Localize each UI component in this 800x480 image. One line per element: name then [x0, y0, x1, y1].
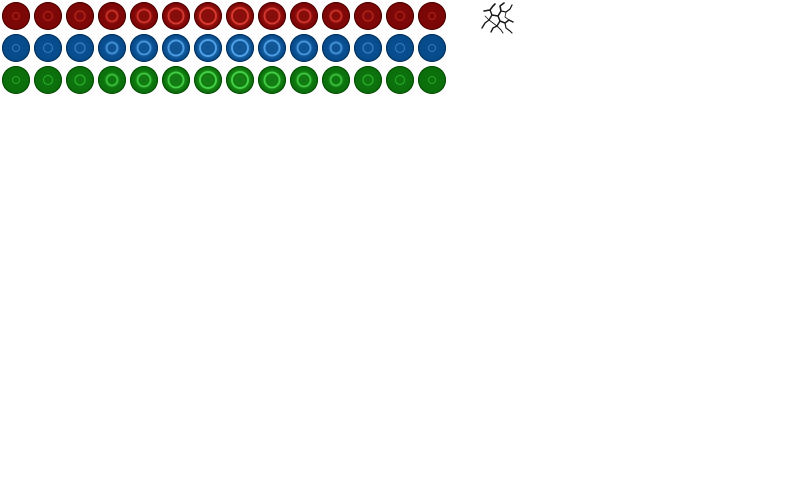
green-orb-frame: [418, 66, 446, 94]
green-orb-core: [142, 78, 147, 83]
green-orb-core: [366, 78, 370, 82]
blue-orb-core: [334, 46, 339, 51]
red-orb-frame: [2, 2, 30, 30]
blue-orb-frame: [2, 34, 30, 62]
green-orb-frame: [258, 66, 286, 94]
blue-orb-core: [46, 46, 50, 50]
blue-orb-frame: [418, 34, 446, 62]
red-orb-frame: [66, 2, 94, 30]
green-orb-frame: [66, 66, 94, 94]
red-orb-core: [269, 13, 275, 19]
red-orb-core: [366, 14, 370, 18]
blue-orb-frame: [194, 34, 222, 62]
crack-tile: [481, 2, 515, 34]
red-orb-core: [237, 13, 243, 19]
green-orb-frame: [386, 66, 414, 94]
red-orb-core: [78, 14, 82, 18]
green-orb-frame: [98, 66, 126, 94]
green-orb-frame: [290, 66, 318, 94]
red-orb-core: [173, 13, 179, 19]
green-orb-core: [431, 79, 434, 82]
green-orb-core: [302, 78, 307, 83]
green-orb-core: [237, 77, 243, 83]
red-orb-core: [398, 14, 402, 18]
red-orb-frame: [34, 2, 62, 30]
green-orb-core: [398, 78, 402, 82]
blue-orb-frame: [226, 34, 254, 62]
red-orb-frame: [354, 2, 382, 30]
blue-orb-core: [366, 46, 370, 50]
red-orb-core: [431, 15, 434, 18]
blue-orb-frame: [130, 34, 158, 62]
blue-orb-frame: [66, 34, 94, 62]
green-orb-core: [110, 78, 115, 83]
red-orb-core: [15, 15, 18, 18]
red-orb-core: [334, 14, 339, 19]
blue-orb-core: [15, 47, 18, 50]
green-orb-frame: [130, 66, 158, 94]
blue-orb-frame: [98, 34, 126, 62]
blue-orb-core: [269, 45, 275, 51]
red-orb-frame: [130, 2, 158, 30]
red-orb-frame: [98, 2, 126, 30]
blue-orb-core: [431, 47, 434, 50]
green-orb-row: [2, 66, 446, 94]
red-orb-frame: [162, 2, 190, 30]
red-orb-frame: [386, 2, 414, 30]
red-orb-frame: [290, 2, 318, 30]
blue-orb-frame: [290, 34, 318, 62]
red-orb-core: [205, 13, 211, 19]
green-orb-core: [205, 77, 211, 83]
green-orb-core: [334, 78, 339, 83]
green-orb-frame: [322, 66, 350, 94]
red-orb-frame: [418, 2, 446, 30]
blue-orb-core: [237, 45, 243, 51]
blue-orb-core: [205, 45, 211, 51]
green-orb-frame: [2, 66, 30, 94]
blue-orb-core: [398, 46, 402, 50]
red-orb-frame: [258, 2, 286, 30]
green-orb-core: [15, 79, 18, 82]
blue-orb-frame: [386, 34, 414, 62]
blue-orb-core: [110, 46, 115, 51]
red-orb-core: [302, 14, 307, 19]
green-orb-frame: [34, 66, 62, 94]
blue-orb-core: [302, 46, 307, 51]
green-orb-frame: [354, 66, 382, 94]
red-orb-core: [142, 14, 147, 19]
red-orb-row: [2, 2, 446, 30]
green-orb-core: [46, 78, 50, 82]
red-orb-frame: [194, 2, 222, 30]
blue-orb-core: [173, 45, 179, 51]
green-orb-frame: [162, 66, 190, 94]
green-orb-frame: [226, 66, 254, 94]
blue-orb-frame: [34, 34, 62, 62]
green-orb-core: [78, 78, 82, 82]
green-orb-frame: [194, 66, 222, 94]
blue-orb-frame: [354, 34, 382, 62]
blue-orb-frame: [258, 34, 286, 62]
blue-orb-row: [2, 34, 446, 62]
red-orb-core: [46, 14, 50, 18]
green-orb-core: [269, 77, 275, 83]
blue-orb-frame: [162, 34, 190, 62]
blue-orb-core: [142, 46, 147, 51]
red-orb-frame: [226, 2, 254, 30]
blue-orb-core: [78, 46, 82, 50]
green-orb-core: [173, 77, 179, 83]
blue-orb-frame: [322, 34, 350, 62]
red-orb-frame: [322, 2, 350, 30]
red-orb-core: [110, 14, 115, 19]
